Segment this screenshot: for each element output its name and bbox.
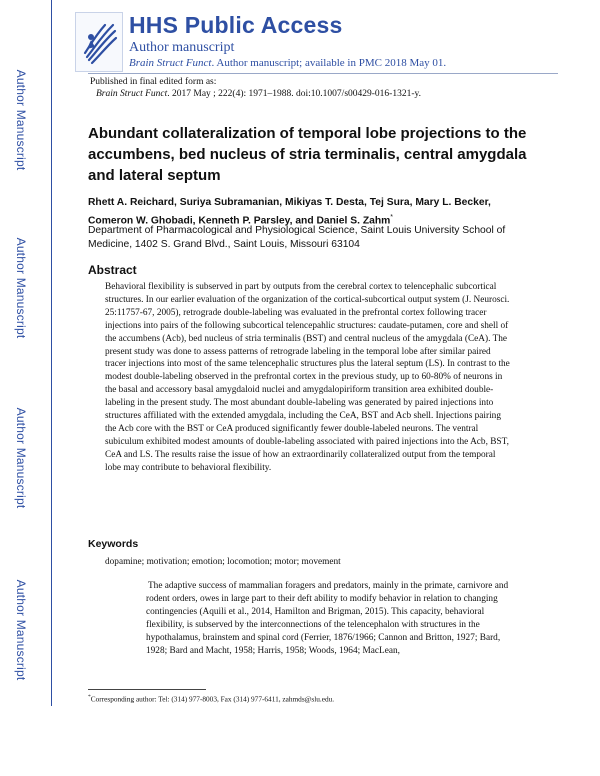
hhs-logo: [75, 12, 123, 72]
corresponding-mark: *: [390, 214, 394, 221]
sidebar-label-4: Author Manuscript: [14, 579, 28, 681]
affiliation: Department of Pharmacological and Physiological Science, Saint Louis University School of Medicine, 1402 S. Grand Blvd., Saint Louis, Missouri 63104: [88, 225, 506, 250]
sidebar-label-3: Author Manuscript: [14, 407, 28, 509]
footnote: [88, 694, 334, 703]
published-in: Published in final edited form as:: [90, 77, 217, 87]
status-rest: . Author manuscript; available in PMC 2018 May 01.: [211, 57, 447, 69]
footnote-mark: *: [88, 694, 91, 700]
footnote-text: Corresponding author: Tel: (314) 977-8003, Fax (314) 977-6411, zahmds@slu.edu.: [90, 694, 335, 704]
header-subtitle: Author manuscript: [129, 40, 235, 55]
sidebar-label-2: Author Manuscript: [14, 237, 28, 339]
header-rule: [88, 73, 558, 74]
introduction-paragraph: The adaptive success of mammalian foragers and predators, mainly in the primate, carnivore and rodent orders, owes in large part to their deft ability to modify behavior in relation to changing contingencies (Aquili et al., 2014, Hamilton and Brigman, 2015). This capacity, behavioral flexibility, is subserved by the interconnections of the telencephalon with structures in the hypothalamus, brainstem and spinal cord (Ferrier, 1876/1966; Cannon and Britton, 1927; Bard, 1928; Bard and Macht, 1958; Harris, 1958; Woods, 1964; MacLean,: [146, 581, 509, 656]
hhs-eagle-logo-icon: [79, 17, 119, 67]
citation-journal: Brain Struct Funct: [96, 89, 168, 99]
article-title: Abundant collateralization of temporal lobe projections to the accumbens, bed nucleus of stria terminalis, central amygdala and lateral septum: [88, 125, 527, 184]
citation-rest: . 2017 May ; 222(4): 1971–1988. doi:10.1007/s00429-016-1321-y.: [167, 89, 422, 99]
authors-line-2-text: Comeron W. Ghobadi, Kenneth P. Parsley, and Daniel S. Zahm: [88, 215, 391, 227]
keywords-heading: Keywords: [88, 538, 139, 550]
citation: [96, 89, 421, 99]
status-journal: Brain Struct Funct: [129, 57, 212, 69]
abstract-heading: Abstract: [88, 263, 137, 277]
sidebar-divider: [51, 0, 52, 706]
keywords-text: dopamine; motivation; emotion; locomotion; motor; movement: [105, 557, 341, 567]
footnote-rule: [88, 689, 206, 690]
sidebar-label-1: Author Manuscript: [14, 69, 28, 171]
header-title: HHS Public Access: [129, 12, 343, 38]
header-status: [129, 57, 446, 69]
authors-line-1: Rhett A. Reichard, Suriya Subramanian, Mikiyas T. Desta, Tej Sura, Mary L. Becker,: [88, 197, 491, 208]
abstract-text: Behavioral flexibility is subserved in part by outputs from the cerebral cortex to telencephalic subcortical structures. In our earlier evaluation of the organization of the cortical-subcortical output system (J. Neurosci. 25:11757-67, 2005), retrograde double-labeling was evaluated in the prefrontal cortex following tracer injections into pairs of the following subcortical telencepahlic structures: caudate-putamen, core and shell of the accumbens (Acb), bed nucleus of stria terminalis (BST) and central nucleus of the amygdala (CeA). The present study was done to assess patterns of retrograde labeling in the temporal lobe after similar paired tracer injections into most of the same telencephalic structures plus the lateral septum (LS). In contrast to the modest double-labeling observed in the prefrontal cortex in the previous study, up to 60-80% of neurons in the basal and accessory basal amygdaloid nuclei and amygdalopiriform transition area exhibited double-labeling in the present study. The most abundant double-labeling was generated by paired injections into structures affiliated with the extended amygdala, including the CeA, BST and Acb shell. Injections pairing the Acb core with the BST or CeA produced significantly fewer double-labeled neurons. The ventral subiculum exhibited modest amounts of double-labeling associated with paired injections into the Acb, BST, CeA and LS. The results raise the issue of how an extraordinarily collateralized output from the temporal lobe may contribute to behavioral flexibility.: [105, 282, 510, 473]
